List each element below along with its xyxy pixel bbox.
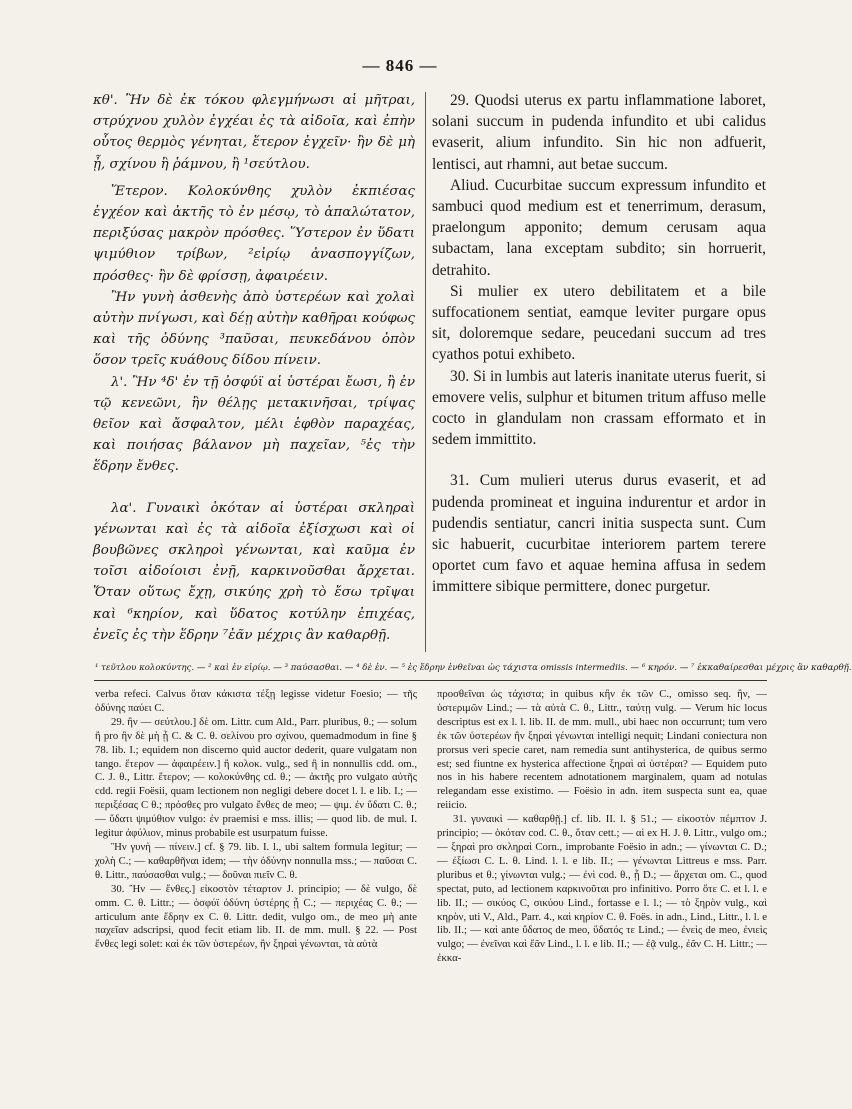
latin-text-column [432, 90, 766, 598]
note-paragraph: Ἢν γυνὴ — πίνειν.] cf. § 79. lib. I. l., ubi saltem formula legitur; — χολὴ C.; — καθαρθῆναι idem; — τὴν ὀδύνην nonnulla mss.; — παῦσαι C. θ. Littr., παύσασθαι vulg.; — δοῦναι πιεῖν C. θ. [95, 840, 417, 881]
greek-paragraph-31: λα'. Γυναικὶ ὁκόταν αἱ ὑστέραι σκληραὶ γένωνται καὶ ἐς τὰ αἰδοῖα ἐξίσχωσι καὶ οἱ βουβῶνες σκληροὶ γένωνται, καὶ καῦμα ἐν τοῖσι αἰδοίοισι ἐνῇ, καρκινοῦσθαι ἄρχεται. Ὅταν οὕτως ἔχῃ, σικύης χρὴ τὸ ἔσω τρῖψαι καὶ ⁶κηρίον, καὶ ὕδατος κοτύλην ἐπιχέας, ἐνεῖς ἐς τὴν ἕδρην ⁷ἐᾶν μέχρις ἂν καθαρθῇ. [93, 500, 415, 643]
latin-paragraph-mulier: Si mulier ex utero debilitatem et a bile suffocationem sentiat, eamque leviter purgare opus sit, doloremque sedare, peucedani succum ad tres cyathos potui exhibeto. [432, 282, 766, 364]
note-paragraph: 31. γυναικὶ — καθαρθῇ.] cf. lib. II. l. § 51.; — εἰκοστὸν πέμπτον J. principio; — ὁκόταν cod. C. θ., ὅταν cett.; — αἱ ex H. J. θ. Littr., vulgo om.; — ξηραὶ pro σκληραὶ Corn., improbante Foësio in adn.; — γίνωνται C. D.; — ἐξίωσι C. L. θ. Lind. l. l. e lib. II.; — γένωνται Littreus e mss. Parr. pluribus et θ.; γίνωνται vulg.; — ἐνὶ cod. θ., ᾖ D.; — ἄρχεται om. C., quod spectat, puto, ad lectionem καρκινοῦται pro infinitivo. Porro ὅτε C. et l. l. e lib. II.; — σικύος C, σικύου Lind., fortasse e l. l.; — τὸ ξηρὸν vulg., καὶ κηρὸν, uti V., Ald., Parr. 4., καὶ κηρίον C. θ. Foës. in adn., Lind., Littr., l. l. e lib. II.; — καὶ ante ὕδατος de meo, ὕδατός τε Lind.; — ἐνεὶς de meo, ἐνιεὶς vulgo; — ἐνεῖναι καὶ ἔᾶν Lind., l. l. e lib. II.; — ἐᾷ vulg., ἐᾶν C. H. Littr.; — ἐκκα- [437, 813, 767, 965]
greek-text-column [93, 90, 415, 646]
latin-paragraph-aliud: Aliud. Cucurbitae succum expressum infundito et sambuci quod medium est et tenerrimum, derasum, praelongum apponito; demum cerusam aqua subactam, lana exceptam subdito; sin horruerit, detrahito. [432, 176, 766, 279]
greek-paragraph-aliud: Ἕτερον. Κολοκύνθης χυλὸν ἐκπιέσας ἐγχέον καὶ ἀκτῆς τὸ ἐν μέσῳ, τὸ ἁπαλώτατον, περιξύσας μακρὸν πρόσθες. Ὕστερον ἐν ὕδατι ψιμύθιον τρίβων, ²εἰρίῳ ἀνασπογγίζων, πρόσθες· ἢν δὲ φρίσσῃ, ἀφαιρέειν. [93, 183, 415, 284]
latin-paragraph-29: 29. Quodsi uterus ex partu inflammatione laboret, solani succum in pudenda infundito et ubi calidus evaserit, alium infundito. Sin hic non adfuerit, lentisci, aut rhamni, aut betae succum. [432, 92, 766, 173]
notes-left-column [95, 688, 417, 952]
greek-paragraph-29: κθ'. Ἢν δὲ ἐκ τόκου φλεγμήνωσι αἱ μῆτραι, στρύχνου χυλὸν ἐγχέαι ἐς τὰ αἰδοῖα, καὶ ἐπὴν οὗτος θερμὸς γένηται, ἕτερον ἐγχεῖν· ἢν δὲ μὴ ᾖ, σχίνου ἢ ῥάμνου, ἢ ¹σεύτλου. [93, 93, 415, 172]
footnote-divider [94, 680, 767, 681]
note-paragraph: 29. ἢν — σεύτλου.] δὲ om. Littr. cum Ald., Parr. pluribus, θ.; — solum ἢ pro ἢν δὲ μὴ ᾖ C. & C. θ. σελίνου pro σχίνου, quemadmodum in fine § 78. lib. I.; equidem non discerno quid auctor dederit, quare vulgatam non tango. ἕτερον — ἀφαιρέειν.] ἢ κολοκ. vulg., sed ἢ in nonnullis cdd. om., C. J. θ., Littr. ἕτερον; — κολοκύνθης cd. θ.; — ἀκτῆς pro vulgato αὐτῆς cdd. regii Foësii, quam lectionem non negligi debere docet l. l. e lib. I.; — περιξέσας C θ.; πρόσθες pro vulgato ἔνθες de meo; — ψιμ. ἐν ὕδατι C. θ.; — ὕδατι ψιμύθιον vulgo: ἐν praemisi e mss. illis; — quod lib. de mul. I. legitur ἀφύλιον, minus probabile est usurpatum fuisse. [95, 715, 417, 840]
greek-paragraph-mulier: Ἢν γυνὴ ἀσθενὴς ἀπὸ ὑστερέων καὶ χολαὶ αὐτὴν πνίγωσι, καὶ δέῃ αὐτὴν καθῆραι κούφως καὶ τῆς ὀδύνης ³παῦσαι, πευκεδάνου ὀπὸν ὅσον τρεῖς κυάθους δίδου πίνειν. [93, 289, 416, 369]
greek-paragraph-30: λ'. Ἢν ⁴δ' ἐν τῇ ὀσφύϊ αἱ ὑστέραι ἔωσι, ἢ ἐν τῷ κενεῶνι, ἢν θέλῃς μετακινῆσαι, τρίψας θεῖον καὶ ἄσφαλτον, μέλι ἑφθὸν παραχέας, καὶ ποιήσας βάλανον μὴ παχεῖαν, ⁵ἐς τὴν ἕδρην ἔνθες. [93, 374, 415, 475]
apparatus-criticus: ¹ τεῦτλου κολοκύντης. — ² καὶ ἐν εἰρίῳ. — ³ παύσασθαι. — ⁴ δὲ ἐν. — ⁵ ἐς ἕδρην ἐνθεῖναι ὡς τάχιστα omissis intermediis. — ⁶ κηρόν. — ⁷ ἐκκαθαίρεσθαι μέχρις ἂν καθαρθῇ. [95, 663, 852, 673]
column-divider [425, 92, 426, 652]
note-paragraph: verba refeci. Calvus ὅταν κάκιστα τέξῃ legisse videtur Foesio; — τῆς ὀδύνης παύει C. [95, 688, 417, 714]
note-paragraph: προσθεῖναι ὡς τάχιστα; in quibus κἢν ἐκ τῶν C., omisso seq. ἢν, — ὑστεριμῶν Lind.; — τὰ αὐτὰ C. θ., Littr., ταύτῃ vulg. — Verum hic locus descriptus est ex l. l. lib. II. de mm. mull., ubi haec non occurrunt; tum vero ἐκ τῶν ὑστερέων ἢν ξηραὶ γένωνται intelligi nequit; Lindani coniectura non prorsus veri specie caret, nam remedia sunt antihysterica, de quibus sermo est; sed fiuntne ex hysterica affectione ξηραὶ αἱ ὑστέραι? — Equidem puto nos in his habere recentem adnotationem marginalem, quam ad notulas relegandam esse existimo. — Foësio in adn. item suspecta sunt ea, quae reiicio. [437, 688, 767, 812]
note-paragraph: 30. Ἢν — ἔνθες.] εἰκοστὸν τέταρτον J. principio; — δὲ vulgo, δὲ omm. C. θ. Littr.; — ὀσφύϊ ὀδύνη ὑστέρης ᾖ C.; — περιχέας C. θ.; — articulum ante ἕδρην ex C. θ. Littr. dedit, vulgo om., de meo μὴ ante παχεῖαν adscripsi, quod fecit etiam lib. II. de mm. mull. § 22. — Post ἔνθες legi solet: καὶ ἐκ τῶν ὑστερέων, ἢν ξηραὶ γένωνται, τὰ αὐτὰ [95, 882, 417, 951]
latin-paragraph-30: 30. Si in lumbis aut lateris inanitate uterus fuerit, si emovere velis, sulphur et bitumen tritum affuso melle cocto in glandulam non crassam efformato et in sedem immittito. [432, 367, 766, 449]
latin-paragraph-31: 31. Cum mulieri uterus durus evaserit, et ad pudenda promineat et inguina indurentur et ardor in pudendis sentiatur, cancri initia suspecta sunt. Cum sic habuerit, cucurbitae interiorem partem terere oportet cum favo et aquae hemina affusa in sedem immittere sibique permittere, donec purgetur. [432, 472, 766, 596]
notes-right-column [437, 688, 767, 966]
page-number: — 846 — [362, 56, 438, 75]
